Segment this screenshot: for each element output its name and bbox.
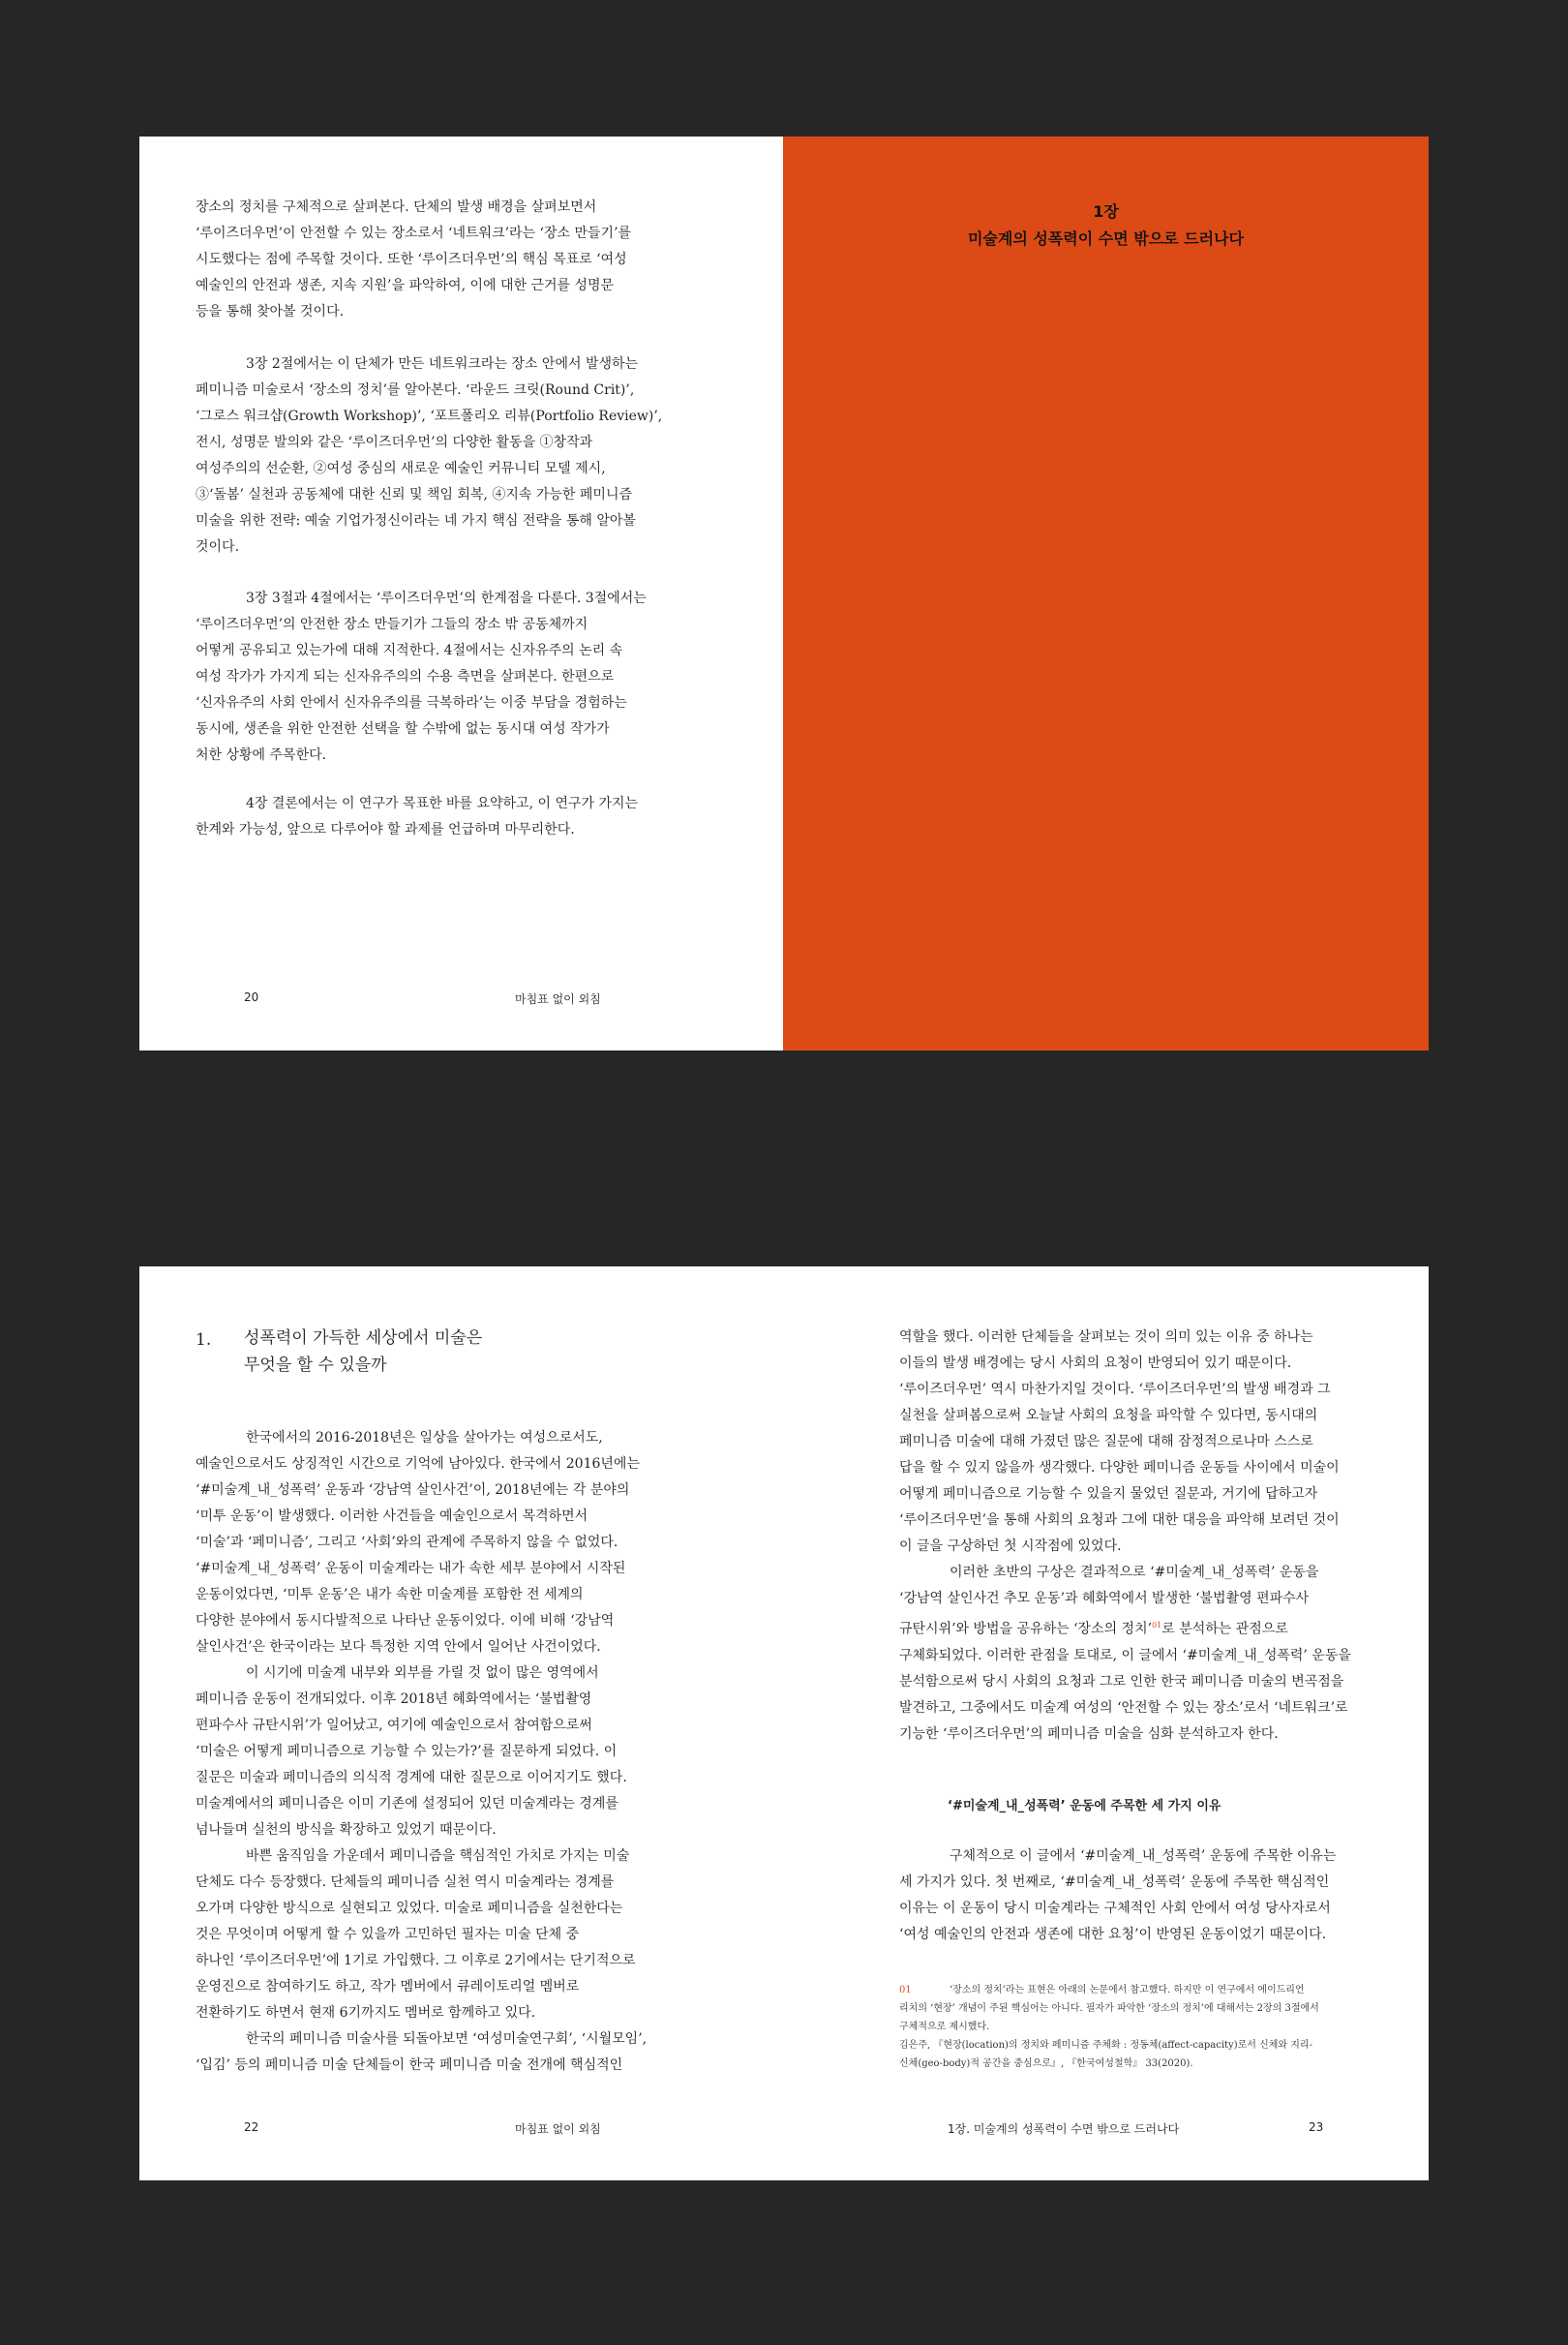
subheading: ‘#미술계_내_성폭력’ 운동에 주목한 세 가지 이유	[948, 1799, 1221, 1813]
body-paragraph: 장소의 정치를 구체적으로 살펴본다. 단체의 발생 배경을 살펴보면서 ‘루이즈더우먼’이 안전할 수 있는 장소로서 ‘네트워크’라는 ‘장소 만들기’를 시도했다는 점에 주목할 것이다. 또한 ‘루이즈더우먼’의 핵심 목표로 ‘여성 예술인의 안전과 생존, 지속 지원’을 파악하여, 이에 대한 근거를 성명문 등을 통해 찾아볼 것이다.	[196, 199, 632, 320]
section-title	[244, 1325, 482, 1379]
body-paragraph: 3장 3절과 4절에서는 ‘루이즈더우먼’의 한계점을 다룬다. 3절에서는 ‘루이즈더우먼’의 안전한 장소 만들기가 그들의 장소 밖 공동체까지 어떻게 공유되고 있는가에 대해 지적한다. 4절에서는 신자유주의 논리 속 여성 작가가 가지게 되는 신자유주의의 수용 측면을 살펴본다. 한편으로 ‘신자유주의 사회 안에서 신자유주의를 극복하라’는 이중 부담을 경험하는 동시에, 생존을 위한 안전한 선택을 할 수밖에 없는 동시대 여성 작가가 처한 상황에 주목한다.	[196, 591, 647, 763]
spread-22-23	[139, 1266, 1429, 2180]
body-paragraph	[899, 1560, 1351, 1748]
chapter-opener-page	[783, 137, 1429, 1051]
footnote-ref: 01	[1152, 1621, 1162, 1629]
body-paragraph: 3장 2절에서는 이 단체가 만든 네트워크라는 장소 안에서 발생하는 페미니즘 미술로서 ‘장소의 정치’를 알아본다. ‘라운드 크릿(Round Crit)’, ‘그로스 워크샵(Growth Workshop)’, ‘포트폴리오 리뷰(Portfolio Review)’, 전시, 성명문 발의와 같은 ‘루이즈더우먼’의 다양한 활동을 ①창작과 여성주의의 선순환, ②여성 중심의 새로운 예술인 커뮤니티 모델 제시, ③‘돌봄’ 실천과 공동체에 대한 신뢰 및 책임 회복, ④지속 가능한 페미니즘 미술을 위한 전략: 예술 기업가정신이라는 네 가지 핵심 전략을 통해 알아볼 것이다.	[196, 356, 663, 555]
body-paragraph: 바쁜 움직임을 가운데서 페미니즘을 핵심적인 가치로 가지는 미술 단체도 다수 등장했다. 단체들의 페미니즘 실천 역시 미술계라는 경계를 오가며 다양한 방식으로 실현되고 있었다. 미술로 페미니즘을 실천한다는 것은 무엇이며 어떻게 할 수 있을까 고민하던 필자는 미술 단체 중 하나인 ‘루이즈더우먼’에 1기로 가입했다. 그 이후로 2기에서는 단기적으로 운영진으로 참여하기도 하고, 작가 멤버에서 큐레이토리얼 멤버로 전환하기도 하면서 현재 6기까지도 멤버로 함께하고 있다.	[196, 1848, 636, 2021]
footnote	[899, 1981, 1383, 2073]
running-title: 마침표 없이 외침	[515, 2122, 601, 2136]
body-paragraph: 역할을 했다. 이러한 단체들을 살펴보는 것이 의미 있는 이유 중 하나는 이들의 발생 배경에는 당시 사회의 요청이 반영되어 있기 때문이다. ‘루이즈더우먼’ 역시 마찬가지일 것이다. ‘루이즈더우먼’의 발생 배경과 그 실천을 살펴봄으로써 오늘날 사회의 요청을 파악할 수 있다면, 동시대의 페미니즘 미술에 대해 가졌던 많은 질문에 대해 잠정적으로나마 스스로 답을 할 수 있지 않을까 생각했다. 다양한 페미니즘 운동들 사이에서 미술이 어떻게 페미니즘으로 기능할 수 있을지 물었던 질문과, 거기에 답하고자 ‘루이즈더우먼’을 통해 사회의 요청과 그에 대한 대응을 파악해 보려던 것이 이 글을 구상하던 첫 시작점에 있었다.	[899, 1329, 1340, 1554]
chapter-title: 미술계의 성폭력이 수면 밖으로 드러나다	[967, 229, 1245, 248]
running-title: 1장. 미술계의 성폭력이 수면 밖으로 드러나다	[948, 2122, 1180, 2136]
page-number: 20	[244, 990, 259, 1004]
page-20	[139, 137, 783, 1051]
footnote-text: ‘장소의 정치’라는 표현은 아래의 논문에서 참고했다. 하지만 이 연구에서 에이드리언 리치의 ‘현장’ 개념이 주된 핵심어는 아니다. 필자가 파악한 ‘장소의 정치’에 대해서는 2장의 3절에서 구체적으로 제시했다. 김은주, 『현장(location)의 정치와 페미니즘 주체화 : 정동체(affect-capacity)로서 신체와 지리- 신체(geo-body)적 공간을 중심으로』, 『한국여성철학』 33(2020).	[899, 1985, 1319, 2069]
body-paragraph: 구체적으로 이 글에서 ‘#미술계_내_성폭력’ 운동에 주목한 이유는 세 가지가 있다. 첫 번째로, ‘#미술계_내_성폭력’ 운동에 주목한 핵심적인 이유는 이 운동이 당시 미술계라는 구체적인 사회 안에서 여성 당사자로서 ‘여성 예술인의 안전과 생존에 대한 요청’이 반영된 운동이었기 때문이다.	[899, 1848, 1337, 1942]
page-number: 23	[1309, 2120, 1324, 2134]
section-title-line: 성폭력이 가득한 세상에서 미술은	[244, 1328, 483, 1348]
body-paragraph: 한국의 페미니즘 미술사를 되돌아보면 ‘여성미술연구회’, ‘시월모임’, ‘입김’ 등의 페미니즘 미술 단체들이 한국 페미니즘 미술 전개에 핵심적인	[196, 2031, 648, 2073]
section-title-line: 무엇을 할 수 있을까	[244, 1355, 387, 1375]
body-paragraph: 4장 결론에서는 이 연구가 목표한 바를 요약하고, 이 연구가 가지는 한계와 가능성, 앞으로 다루어야 할 과제를 언급하며 마무리한다.	[196, 796, 639, 838]
body-paragraph: 이 시기에 미술계 내부와 외부를 가릴 것 없이 많은 영역에서 페미니즘 운동이 전개되었다. 이후 2018년 혜화역에서는 ‘불법촬영 편파수사 규탄시위’가 일어났고, 여기에 예술인으로서 참여함으로써 ‘미술은 어떻게 페미니즘으로 기능할 수 있는가?’를 질문하게 되었다. 이 질문은 미술과 페미니즘의 의식적 경계에 대한 질문으로 이어지기도 했다. 미술계에서의 페미니즘은 이미 기존에 설정되어 있던 미술계라는 경계를 넘나들며 실천의 방식을 확장하고 있었기 때문이다.	[196, 1665, 627, 1838]
page-number: 22	[244, 2120, 259, 2134]
body-paragraph: 한국에서의 2016-2018년은 일상을 살아가는 여성으로서도, 예술인으로서도 상징적인 시간으로 기억에 남아있다. 한국에서 2016년에는 ‘#미술계_내_성폭력’ 운동과 ‘강남역 살인사건’이, 2018년에는 각 분야의 ‘미투 운동’이 발생했다. 이러한 사건들을 예술인으로서 목격하면서 ‘미술’과 ‘페미니즘’, 그리고 ‘사회’와의 관계에 주목하지 않을 수 없었다. ‘#미술계_내_성폭력’ 운동이 미술계라는 내가 속한 세부 분야에서 시작된 운동이었다면, ‘미투 운동’은 내가 속한 미술계를 포함한 전 세계의 다양한 분야에서 동시다발적으로 나타난 운동이었다. 이에 비해 ‘강남역 살인사건’은 한국이라는 보다 특정한 지역 안에서 일어난 사건이었다.	[196, 1430, 640, 1655]
footnote-number: 01	[899, 1985, 912, 1995]
section-number: 1.	[196, 1330, 212, 1350]
text-run: 이러한 초반의 구상은 결과적으로 ‘#미술계_내_성폭력’ 운동을 ‘강남역 살인사건 추모 운동’과 혜화역에서 발생한 ‘불법촬영 편파수사 규탄시위’와 방법을 공유하는 ‘장소의 정치’	[899, 1565, 1319, 1637]
running-title: 마침표 없이 외침	[515, 992, 601, 1006]
chapter-heading	[783, 198, 1429, 253]
text-run: 로 분석하는 관점으로 구체화되었다. 이러한 관점을 토대로, 이 글에서 ‘#미술계_내_성폭력’ 운동을 분석함으로써 당시 사회의 요청과 그로 인한 한국 페미니즘 미술의 변곡점을 발견하고, 그중에서도 미술계 여성의 ‘안전할 수 있는 장소’로서 ‘네트워크’로 기능한 ‘루이즈더우먼’의 페미니즘 미술을 심화 분석하고자 한다.	[899, 1621, 1351, 1742]
chapter-number: 1장	[1093, 202, 1119, 221]
